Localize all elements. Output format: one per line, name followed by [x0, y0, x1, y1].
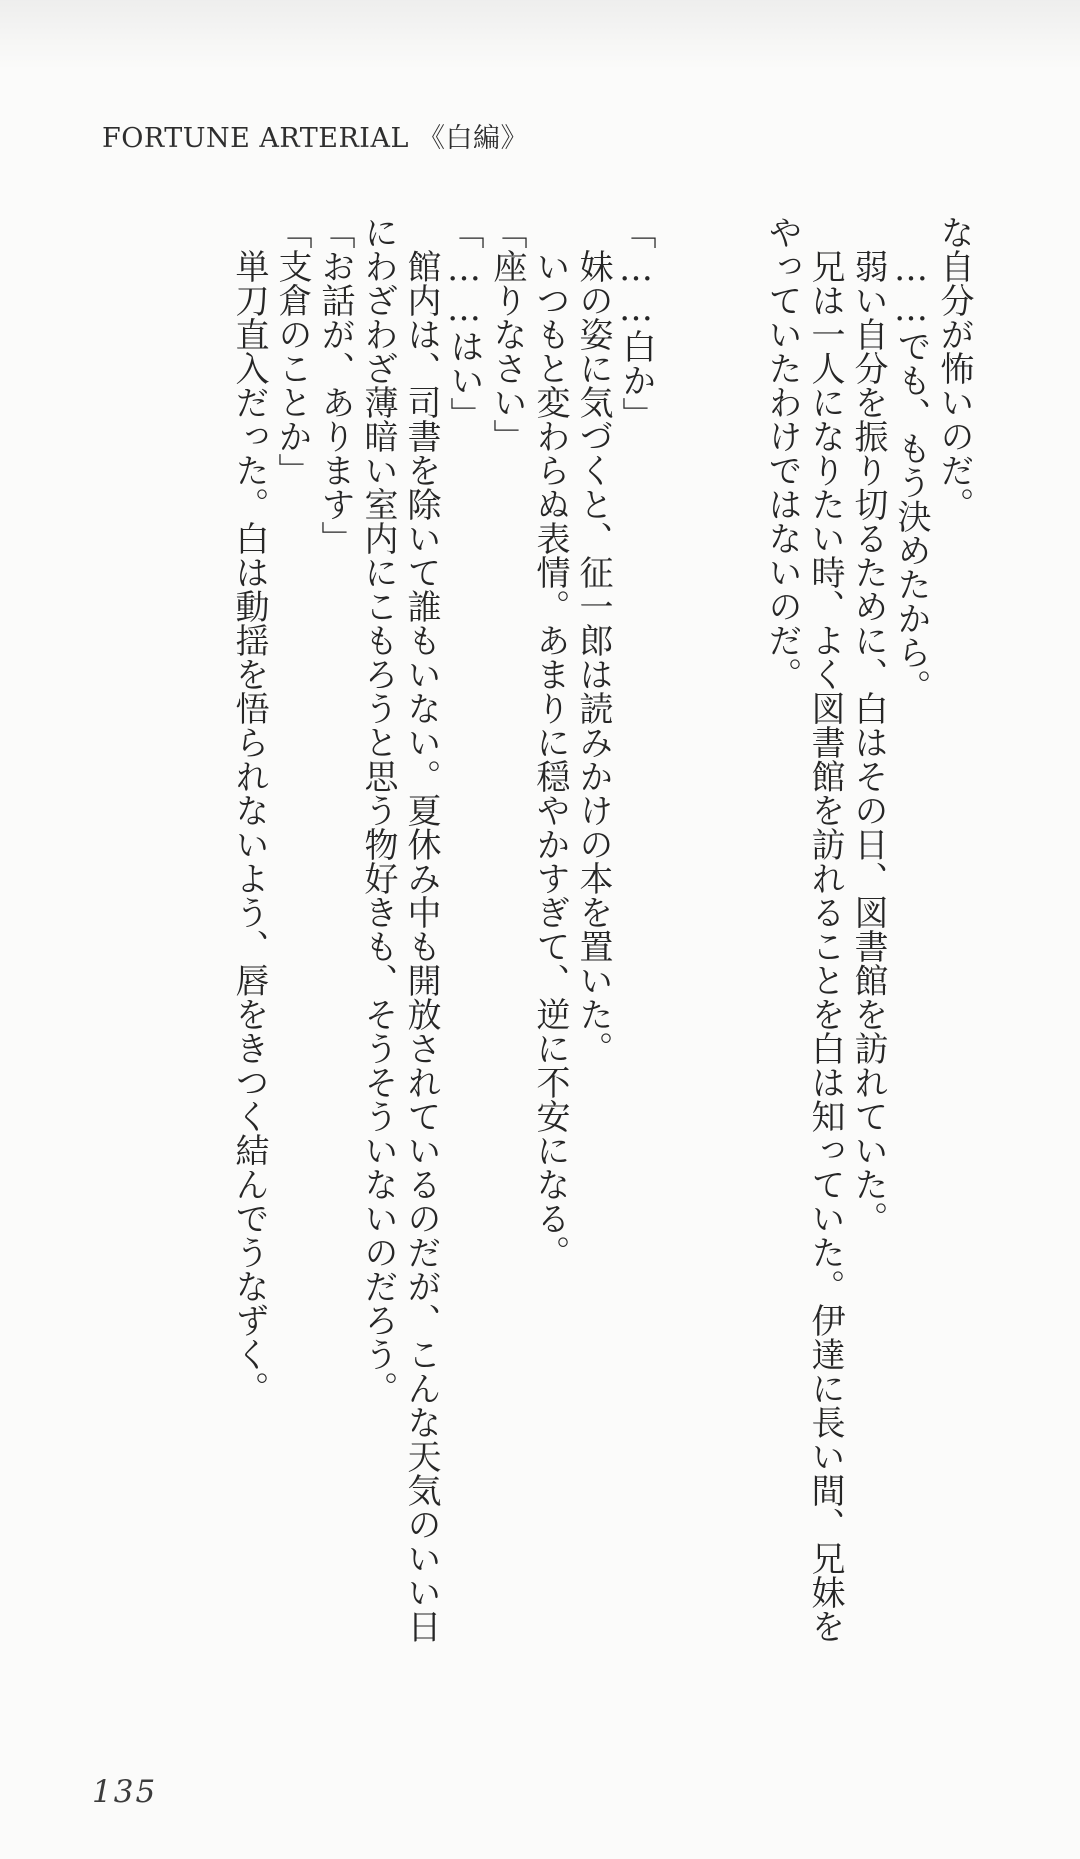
text-line: 「……白か」 — [616, 215, 656, 431]
running-header: FORTUNE ARTERIAL 《白編》 — [102, 123, 528, 154]
text-line: 館内は、司書を除いて誰もいない。夏休み中も開放されているのだが、こんな天気のいい日 — [401, 249, 441, 1643]
page-number: 135 — [92, 1774, 158, 1810]
text-line: 「座りなさい」 — [487, 215, 527, 453]
text-line: にわざわざ薄暗い室内にこもろうと思う物好きも、そうそういないのだろう。 — [358, 215, 398, 1405]
text-columns — [223, 215, 980, 1670]
text-line: 兄は一人になりたい時、よく図書館を訪れることを白は知っていた。伊達に長い間、兄妹を — [805, 249, 845, 1643]
text-line: 単刀直入だった。白は動揺を悟られないよう、唇をきつく結んでうなずく。 — [229, 249, 269, 1405]
text-line: ……でも、もう決めたから。 — [891, 249, 931, 703]
text-line: 妹の姿に気づくと、征一郎は読みかけの本を置いた。 — [573, 249, 613, 1065]
text-line: やっていたわけではないのだ。 — [762, 215, 802, 691]
text-line: な自分が怖いのだ。 — [934, 215, 974, 521]
text-line: 「……はい」 — [444, 215, 484, 431]
text-line: 「支倉のことか」 — [272, 215, 312, 487]
text-line: いつもと変わらぬ表情。あまりに穏やかすぎて、逆に不安になる。 — [530, 249, 570, 1269]
text-line: 弱い自分を振り切るために、白はその日、図書館を訪れていた。 — [848, 249, 888, 1235]
text-line: 「お話が、あります」 — [315, 215, 355, 555]
